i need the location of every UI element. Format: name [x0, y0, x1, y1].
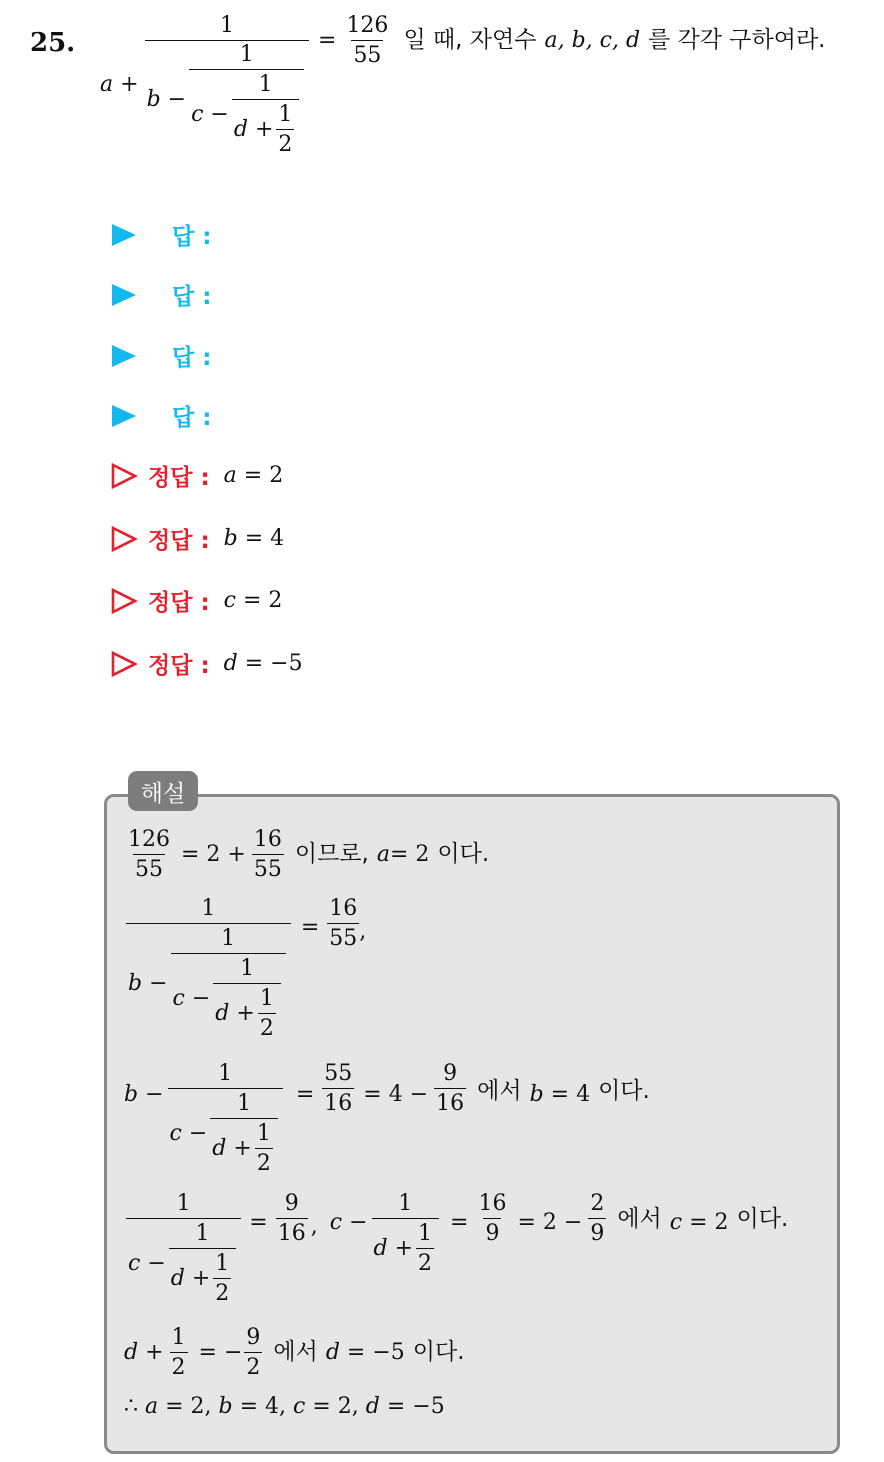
question-number: 25.: [30, 28, 76, 58]
solution-line-5: d + $\frac{1}{2}$ = − $\frac{9}{2}$ 에서 d = −5 이다.: [124, 1325, 465, 1381]
play-arrow-icon: [112, 405, 136, 427]
solution-tag: 해설: [128, 771, 198, 811]
outline-arrow-icon: [110, 587, 138, 615]
answer-line-4[interactable]: 답 :: [112, 399, 211, 432]
solution-line-1: $\frac{126}{55}$ = 2 + $\frac{16}{55}$ 이므로, a = 2 이다.: [128, 827, 490, 883]
answer-line-3[interactable]: 답 :: [112, 339, 211, 372]
outline-arrow-icon: [110, 462, 138, 490]
correct-answer-1: 정답 : a = 2: [110, 459, 283, 492]
play-arrow-icon: [112, 284, 136, 306]
solution-line-4: 1 c − 1 d + $\frac{1}{2}$ = $\frac{9}{16}$ , c − 1 d + $\frac{1}{2}$ = $\frac{16}{9}$ = 2 − $\frac{2}{9}$ 에서 c = 2 이다.: [128, 1191, 789, 1307]
correct-answer-3: 정답 : c = 2: [110, 584, 282, 617]
play-arrow-icon: [112, 224, 136, 246]
question-expression: a + 1 b − 1 c − 1 d + $\frac{1}{2}$: [100, 14, 312, 156]
solution-line-3: b − 1 c − 1 d + $\frac{1}{2}$ = $\frac{55}{16}$ = 4 − $\frac{9}{16}$ 에서 b = 4 이다.: [124, 1061, 650, 1177]
solution-line-2: 1 b − 1 c − 1 d + $\frac{1}{2}$ = $\frac{16}{55}$ ,: [128, 896, 367, 1042]
solution-line-6: ∴ a = 2, b = 4, c = 2, d = −5: [124, 1394, 445, 1419]
play-arrow-icon: [112, 345, 136, 367]
answer-line-2[interactable]: 답 :: [112, 278, 211, 311]
question-rhs: = $\frac{126}{55}$ 일 때, 자연수 a, b, c, d 를 각각 구하여라.: [318, 13, 826, 69]
correct-answer-2: 정답 : b = 4: [110, 522, 284, 555]
correct-answer-4: 정답 : d = −5: [110, 647, 303, 680]
answer-line-1[interactable]: 답 :: [112, 218, 211, 251]
outline-arrow-icon: [110, 650, 138, 678]
outline-arrow-icon: [110, 525, 138, 553]
